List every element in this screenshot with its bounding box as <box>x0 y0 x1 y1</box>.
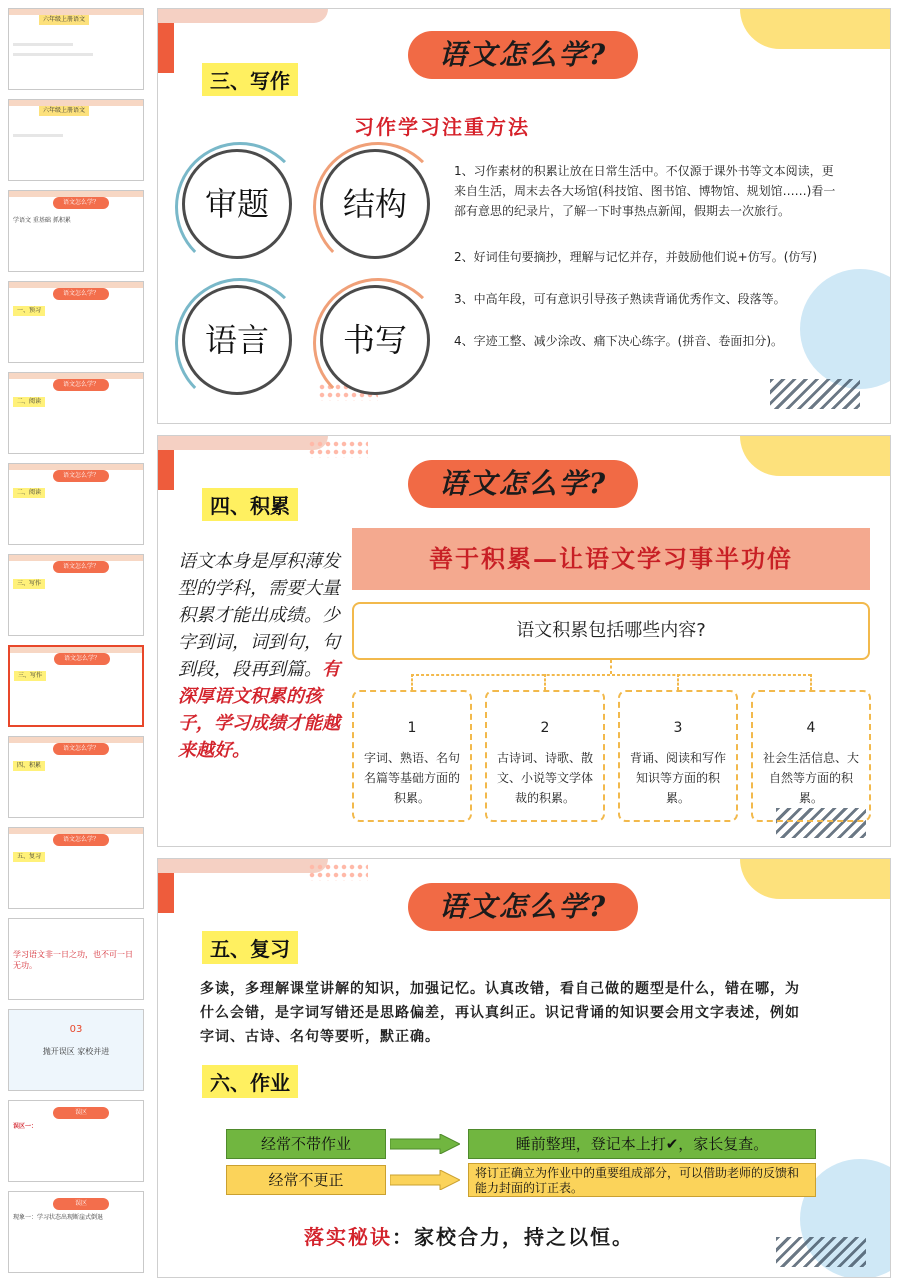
ring-topic: 审题 <box>182 149 292 259</box>
card-text: 字词、熟语、名句名篇等基础方面的积累。 <box>363 751 460 805</box>
writing-point-1: 1、习作素材的积累让放在日常生活中。不仅源于课外书等文本阅读，更来自生活，周末去各大场馆(科技馆、图书馆、博物馆、规划馆……)看一部有意思的纪录片，了解一下时事热点新闻，假期去一次旅行。 <box>454 164 836 218</box>
decor-shape <box>158 9 328 23</box>
slide-review-homework <box>157 858 891 1278</box>
slide-title: 语文怎么学? <box>408 31 638 79</box>
slide-thumbnail-2[interactable] <box>8 99 144 181</box>
accumulation-intro <box>178 548 346 764</box>
section-label: 三、写作 <box>202 63 298 96</box>
thumb-line <box>13 43 73 46</box>
accumulation-card-2 <box>485 690 605 822</box>
connector-line <box>677 674 679 690</box>
thumb-section: 五、复习 <box>13 852 45 862</box>
card-number: 1 <box>407 720 417 736</box>
motto-label: 落实秘诀 <box>304 1225 392 1249</box>
card-number: 4 <box>806 720 816 736</box>
thumb-title: 语文怎么学？ <box>54 653 110 665</box>
card-text: 社会生活信息、大自然等方面的积累。 <box>762 751 859 805</box>
slide-thumbnail-1[interactable] <box>8 8 144 90</box>
thumb-text: 现象一：学习状态出现断崖式倒退 <box>13 1214 104 1221</box>
homework-solution-1: 睡前整理，登记本上打✔，家长复查。 <box>468 1129 816 1159</box>
accumulation-intro-emphasis: 有深厚语文积累的孩子，学习成绩才能越来越好。 <box>178 659 340 761</box>
thumb-title: 语文怎么学？ <box>53 834 109 846</box>
connector-line <box>411 674 811 676</box>
accumulation-card-3 <box>618 690 738 822</box>
writing-point-3: 3、中高年段，可有意识引导孩子熟读背诵优秀作文、段落等。 <box>454 292 786 306</box>
card-number: 2 <box>540 720 550 736</box>
slide-subtitle: 习作学习注重方法 <box>354 115 530 139</box>
connector-line <box>544 674 546 690</box>
decor-shape <box>800 269 891 389</box>
slide-thumbnail-4[interactable] <box>8 281 144 363</box>
decor-stripes <box>770 379 860 409</box>
slide-thumbnail-3[interactable] <box>8 190 144 272</box>
card-number: 3 <box>673 720 683 736</box>
arrow-right-icon <box>390 1134 460 1154</box>
card-text: 古诗词、诗歌、散文、小说等文学体裁的积累。 <box>496 751 593 805</box>
slide-thumbnail-rail <box>0 0 150 1286</box>
decor-shape <box>158 873 174 913</box>
slide-thumbnail-14[interactable] <box>8 1191 144 1273</box>
accumulation-card-4 <box>751 690 871 822</box>
slide-thumbnail-6[interactable] <box>8 463 144 545</box>
accumulation-intro-text: 语文本身是厚积薄发型的学科，需要大量积累才能出成绩。少字到词，词到句，句到段，段再到篇。 <box>178 551 340 680</box>
slide-thumbnail-13[interactable] <box>8 1100 144 1182</box>
thumb-text: 学习语文非一日之功，也不可一日无功。 <box>13 950 133 970</box>
ring-handwriting: 书写 <box>320 285 430 395</box>
thumb-section: 四、积累 <box>13 761 45 771</box>
thumb-title: 误区 <box>53 1107 109 1119</box>
decor-shape <box>740 436 890 476</box>
thumb-title: 误区 <box>53 1198 109 1210</box>
slide-thumbnail-12[interactable] <box>8 1009 144 1091</box>
decor-shape <box>158 859 328 873</box>
thumb-title: 03 <box>69 1024 83 1035</box>
thumb-title: 语文怎么学？ <box>53 288 109 300</box>
thumb-title: 语文怎么学？ <box>53 470 109 482</box>
homework-problem-2: 经常不更正 <box>226 1165 386 1195</box>
slide-title: 语文怎么学? <box>408 460 638 508</box>
section-label-review: 五、复习 <box>202 931 298 964</box>
ring-language: 语言 <box>182 285 292 395</box>
slide-title: 语文怎么学? <box>408 883 638 931</box>
slide-thumbnail-10[interactable] <box>8 827 144 909</box>
thumb-title: 六年级上册语文 <box>39 106 89 116</box>
thumb-text: 抛开误区 家校并进 <box>42 1047 110 1056</box>
writing-point-2: 2、好词佳句要摘抄，理解与记忆并存，并鼓励他们说+仿写。(仿写) <box>454 250 818 264</box>
decor-shape <box>740 859 890 899</box>
slide-thumbnail-8[interactable] <box>8 645 144 727</box>
motto-text: ：家校合力，持之以恒。 <box>392 1225 634 1249</box>
thumb-section: 二、阅读 <box>13 488 45 498</box>
ring-structure: 结构 <box>320 149 430 259</box>
review-text: 多读，多理解课堂讲解的知识，加强记忆。认真改错，看自己做的题型是什么，错在哪，为什么会错，是字词写错还是思路偏差，再认真纠正。识记背诵的知识要会用文字表述，例如字词、古诗、名句等要听，默正确。 <box>200 981 800 1045</box>
motto <box>304 1221 634 1250</box>
slide-thumbnail-9[interactable] <box>8 736 144 818</box>
decor-stripes <box>776 1237 866 1267</box>
thumb-title: 语文怎么学？ <box>53 743 109 755</box>
thumb-title: 语文怎么学？ <box>53 379 109 391</box>
decor-shape <box>740 9 890 49</box>
decor-shape <box>158 23 174 73</box>
slide-thumbnail-11[interactable] <box>8 918 144 1000</box>
decor-shape <box>158 450 174 490</box>
thumb-line <box>13 134 63 137</box>
connector-line <box>411 674 413 690</box>
thumb-title: 语文怎么学？ <box>53 561 109 573</box>
thumb-title: 六年级上册语文 <box>39 15 89 25</box>
slide-thumbnail-5[interactable] <box>8 372 144 454</box>
decor-shape <box>158 436 328 450</box>
thumb-section: 一、预习 <box>13 306 45 316</box>
accumulation-question: 语文积累包括哪些内容? <box>352 602 870 660</box>
decor-dots <box>308 863 368 881</box>
accumulation-banner: 善于积累—让语文学习事半功倍 <box>352 528 870 590</box>
connector-line <box>810 674 812 690</box>
accumulation-card-1 <box>352 690 472 822</box>
thumb-title: 语文怎么学？ <box>53 197 109 209</box>
card-text: 背诵、阅读和写作知识等方面的积累。 <box>629 751 726 805</box>
decor-dots <box>308 440 368 458</box>
slide-thumbnail-7[interactable] <box>8 554 144 636</box>
thumb-text: 学语文 重基础 抓积累 <box>13 217 71 224</box>
thumb-section: 三、写作 <box>13 579 45 589</box>
thumb-section: 三、写作 <box>14 671 46 681</box>
homework-problem-1: 经常不带作业 <box>226 1129 386 1159</box>
section-label: 四、积累 <box>202 488 298 521</box>
connector-line <box>610 660 612 674</box>
thumb-section: 二、阅读 <box>13 397 45 407</box>
slide-writing <box>157 8 891 424</box>
thumb-text: 误区一： <box>13 1123 38 1130</box>
section-label-homework: 六、作业 <box>202 1065 298 1098</box>
slide-accumulation <box>157 435 891 847</box>
arrow-right-icon <box>390 1170 460 1190</box>
writing-point-4: 4、字迹工整、减少涂改、痛下决心练字。(拼音、卷面扣分)。 <box>454 334 784 348</box>
thumb-line <box>13 53 93 56</box>
homework-solution-2: 将订正确立为作业中的重要组成部分，可以借助老师的反馈和能力封面的订正表。 <box>468 1163 816 1197</box>
